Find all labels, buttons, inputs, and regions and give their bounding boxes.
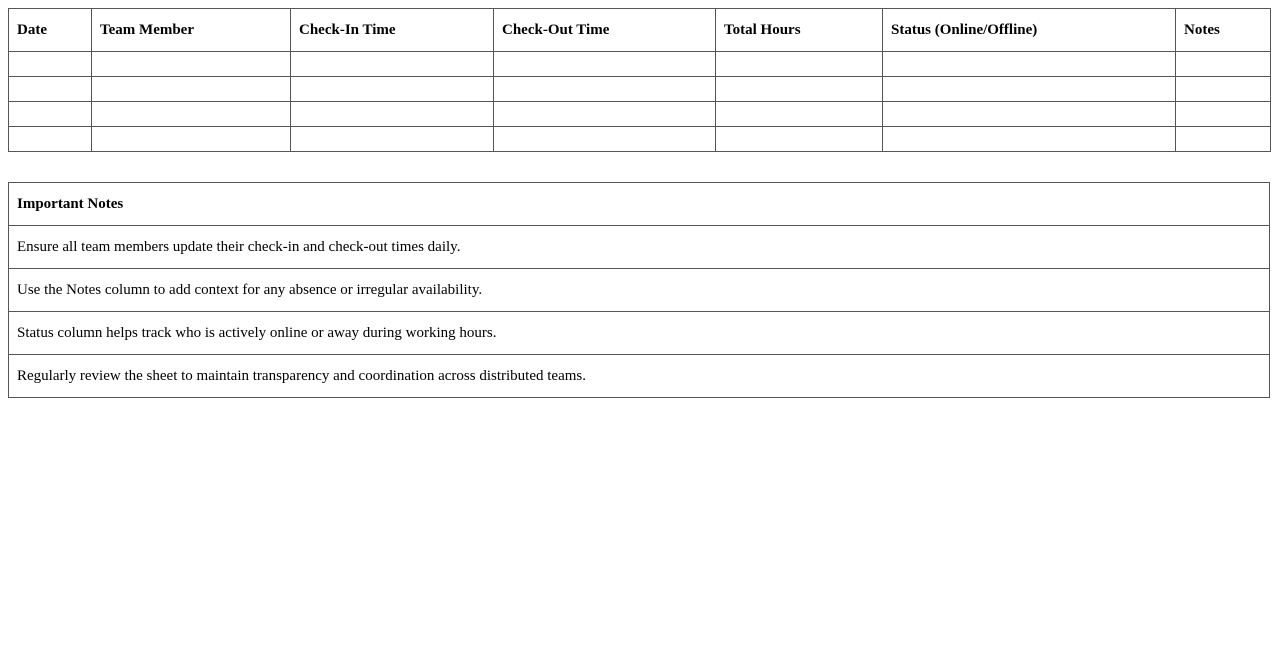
table-row bbox=[9, 52, 1271, 77]
table-cell[interactable] bbox=[1176, 77, 1271, 102]
column-header-total-hours: Total Hours bbox=[716, 9, 883, 52]
note-row bbox=[9, 226, 1270, 269]
note-item: Use the Notes column to add context for any absence or irregular availability. bbox=[9, 269, 1270, 312]
table-cell[interactable] bbox=[1176, 102, 1271, 127]
table-cell[interactable] bbox=[92, 77, 291, 102]
column-header-notes: Notes bbox=[1176, 9, 1271, 52]
table-cell[interactable] bbox=[716, 127, 883, 152]
attendance-tracker-table bbox=[8, 8, 1271, 152]
note-item: Ensure all team members update their check-in and check-out times daily. bbox=[9, 226, 1270, 269]
table-cell[interactable] bbox=[494, 102, 716, 127]
table-cell[interactable] bbox=[716, 102, 883, 127]
note-row bbox=[9, 355, 1270, 398]
table-cell[interactable] bbox=[716, 52, 883, 77]
table-cell[interactable] bbox=[716, 77, 883, 102]
table-cell[interactable] bbox=[883, 77, 1176, 102]
column-header-check-out-time: Check-Out Time bbox=[494, 9, 716, 52]
important-notes-table bbox=[8, 182, 1270, 398]
table-cell[interactable] bbox=[9, 102, 92, 127]
note-item: Status column helps track who is actively online or away during working hours. bbox=[9, 312, 1270, 355]
table-cell[interactable] bbox=[291, 77, 494, 102]
column-header-status: Status (Online/Offline) bbox=[883, 9, 1176, 52]
table-cell[interactable] bbox=[883, 127, 1176, 152]
note-row bbox=[9, 312, 1270, 355]
table-cell[interactable] bbox=[92, 127, 291, 152]
notes-header-row bbox=[9, 183, 1270, 226]
table-cell[interactable] bbox=[9, 127, 92, 152]
table-cell[interactable] bbox=[883, 52, 1176, 77]
table-cell[interactable] bbox=[9, 77, 92, 102]
table-row bbox=[9, 127, 1271, 152]
column-header-date: Date bbox=[9, 9, 92, 52]
notes-title: Important Notes bbox=[9, 183, 1270, 226]
table-cell[interactable] bbox=[291, 52, 494, 77]
table-cell[interactable] bbox=[883, 102, 1176, 127]
note-row bbox=[9, 269, 1270, 312]
table-cell[interactable] bbox=[291, 127, 494, 152]
table-row bbox=[9, 102, 1271, 127]
table-row bbox=[9, 77, 1271, 102]
table-cell[interactable] bbox=[92, 52, 291, 77]
table-cell[interactable] bbox=[1176, 52, 1271, 77]
table-cell[interactable] bbox=[9, 52, 92, 77]
note-item: Regularly review the sheet to maintain transparency and coordination across distributed teams. bbox=[9, 355, 1270, 398]
table-cell[interactable] bbox=[1176, 127, 1271, 152]
table-header-row bbox=[9, 9, 1271, 52]
column-header-team-member: Team Member bbox=[92, 9, 291, 52]
column-header-check-in-time: Check-In Time bbox=[291, 9, 494, 52]
table-cell[interactable] bbox=[92, 102, 291, 127]
table-cell[interactable] bbox=[494, 127, 716, 152]
table-cell[interactable] bbox=[494, 52, 716, 77]
table-cell[interactable] bbox=[291, 102, 494, 127]
table-cell[interactable] bbox=[494, 77, 716, 102]
